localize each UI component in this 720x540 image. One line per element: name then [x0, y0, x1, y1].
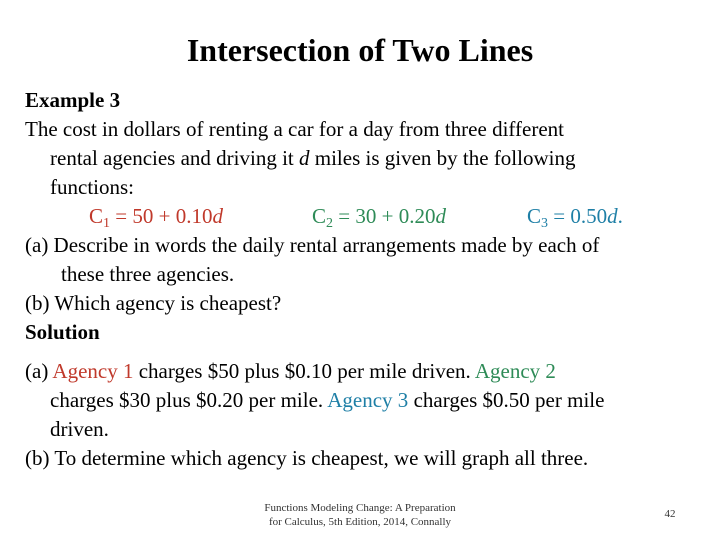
- eq1-variable: d: [212, 204, 223, 228]
- eq2-subscript: 2: [326, 216, 334, 231]
- part-a-question-line-2: these three agencies.: [61, 262, 235, 286]
- eq1-rhs: = 50 + 0.10: [110, 204, 213, 228]
- agency-3-label: Agency 3: [327, 388, 409, 412]
- eq2-letter: C: [312, 204, 327, 228]
- solution-b: (b) To determine which agency is cheapest, we will graph all three.: [25, 446, 589, 470]
- equations-row: [25, 202, 705, 231]
- eq1-subscript: 1: [103, 216, 111, 231]
- slide-title: Intersection of Two Lines: [186, 32, 534, 68]
- equation-c3: [527, 202, 623, 231]
- solution-a-prefix: (a): [25, 359, 53, 383]
- intro-line-1: The cost in dollars of renting a car for a day from three different: [25, 117, 564, 141]
- intro-line-3: functions:: [50, 175, 134, 199]
- intro-text-a: rental agencies and driving it: [50, 146, 299, 170]
- page-number: 42: [664, 508, 676, 520]
- solution-a-line-3: driven.: [50, 417, 109, 441]
- solution-block: [25, 357, 705, 473]
- equation-c2: [312, 202, 446, 231]
- example-heading: Example 3: [25, 88, 121, 112]
- agency-1-label: Agency 1: [52, 359, 134, 383]
- eq3-subscript: 3: [541, 216, 549, 231]
- footer-citation: [240, 501, 480, 529]
- solution-a-line-1: [25, 357, 705, 386]
- part-a-question-line-1: (a) Describe in words the daily rental arrangements made by each of: [25, 233, 600, 257]
- eq2-variable: d: [435, 204, 446, 228]
- eq1-letter: C: [89, 204, 104, 228]
- solution-heading: Solution: [25, 320, 100, 344]
- agency-1-text: charges $50 plus $0.10 per mile driven.: [133, 359, 475, 383]
- problem-block: [25, 86, 705, 318]
- variable-d: d: [299, 146, 310, 170]
- eq3-end: .: [617, 204, 623, 228]
- footer-line-2: for Calculus, 5th Edition, 2014, Connally: [268, 516, 452, 528]
- intro-text-b: miles is given by the following: [309, 146, 576, 170]
- equation-c1: [89, 202, 223, 231]
- footer-line-1: Functions Modeling Change: A Preparation: [264, 502, 456, 514]
- solution-a-line-2: [25, 386, 705, 415]
- intro-line-2: [25, 144, 705, 173]
- eq3-variable: d: [607, 204, 618, 228]
- agency-2-label: Agency 2: [474, 359, 556, 383]
- eq2-rhs: = 30 + 0.20: [333, 204, 436, 228]
- agency-3-text: charges $0.50 per mile: [408, 388, 605, 412]
- part-b-question: (b) Which agency is cheapest?: [25, 291, 282, 315]
- eq3-letter: C: [527, 204, 542, 228]
- eq3-rhs: = 0.50: [548, 204, 608, 228]
- agency-2-text: charges $30 plus $0.20 per mile.: [50, 388, 328, 412]
